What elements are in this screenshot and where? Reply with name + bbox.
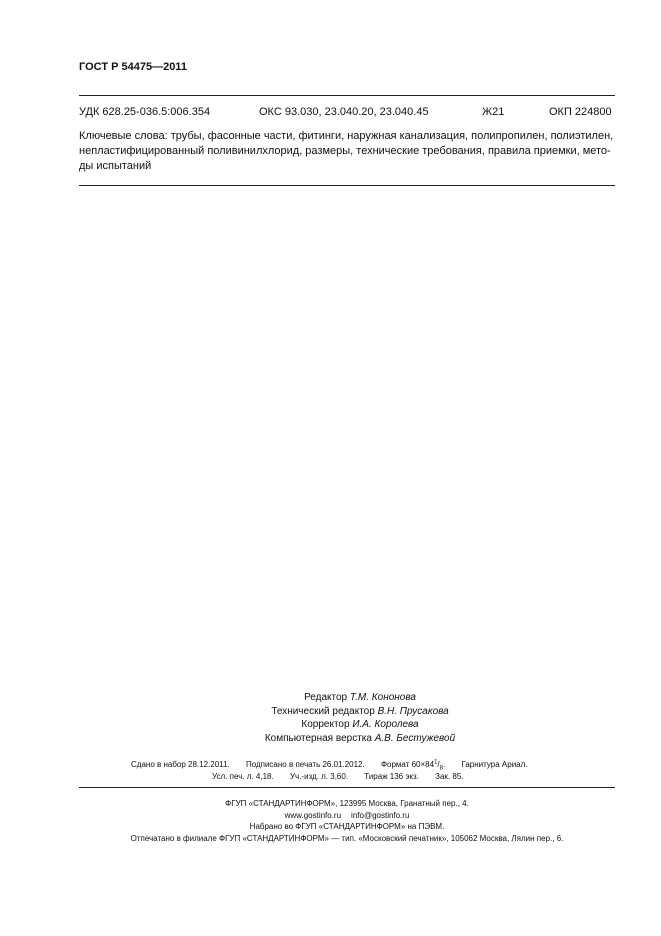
paper-format: Формат $60\times 84^1/_8$.: [380, 759, 446, 772]
format-prefix: Формат 60×84: [380, 759, 435, 769]
publisher-block: [79, 798, 615, 844]
publisher-address: ФГУП «СТАНДАРТИНФОРМ», 123995 Москва, Гранатный пер., 4.: [225, 799, 469, 808]
keywords-block: [79, 129, 617, 174]
gost-number: ГОСТ Р 54475—2011: [79, 61, 187, 73]
format-suffix: .: [442, 759, 446, 769]
printed-note: Отпечатано в филиале ФГУП «СТАНДАРТИНФОРМ» — тип. «Московский печатник», 105062 Москва, Лялин пер., 6.: [130, 833, 564, 843]
publisher-divider: [79, 787, 615, 788]
keywords-divider: [79, 185, 615, 186]
print-info-row: [212, 772, 478, 781]
sent-date: Сдано в набор 28.12.2011.: [131, 759, 230, 769]
zakaz: Зак. 85.: [435, 772, 464, 781]
credit-person: В.Н. Прусакова: [377, 705, 449, 717]
signed-date: Подписано в печать 26.01.2012.: [245, 759, 365, 769]
typeface: Гарнитура Ариал.: [461, 759, 528, 769]
usl-pech-l: Усл. печ. л. 4,18.: [212, 772, 274, 781]
format-numerator: 1: [434, 759, 438, 765]
credit-role: Технический редактор: [271, 705, 375, 717]
print-info-row: [131, 759, 542, 771]
credit-person: А.В. Бестужевой: [374, 732, 456, 744]
keywords-line: Ключевые слова: трубы, фасонные части, фитинги, наружная канализация, полипропилен, полиэтилен,: [79, 130, 614, 142]
tirazh: Тираж 136 экз.: [364, 772, 419, 781]
udk-code: УДК 628.25-036.5:006.354: [79, 106, 211, 118]
credit-layout: [160, 732, 560, 746]
publisher-contacts: [79, 810, 615, 822]
publisher-email-link[interactable]: info@gostinfo.ru: [351, 810, 410, 820]
credit-corrector: [160, 718, 560, 732]
top-divider: [79, 95, 615, 96]
uch-izd-l: Уч.-изд. л. 3,60.: [289, 772, 349, 781]
oks-code: ОКС 93.030, 23.040.20, 23.040.45: [259, 106, 429, 118]
zh-code: Ж21: [482, 106, 505, 118]
keywords-line: ды испытаний: [79, 160, 152, 172]
credit-person: Т.М. Кононова: [349, 692, 416, 703]
typeset-note: Набрано во ФГУП «СТАНДАРТИНФОРМ» на ПЭВМ.: [249, 822, 445, 831]
keywords-line: непластифицированный поливинилхлорид, размеры, технические требования, правила приемки, мето-: [79, 145, 611, 157]
publisher-web-link[interactable]: www.gostinfo.ru: [284, 810, 342, 820]
credit-person: И.А. Королева: [352, 719, 419, 730]
credit-role: Компьютерная верстка: [264, 732, 372, 744]
credit-editor: [160, 691, 560, 705]
credits-block: [160, 691, 560, 745]
format-denominator: 8: [439, 765, 443, 772]
credit-role: Редактор: [304, 692, 348, 703]
credit-role: Корректор: [301, 719, 350, 730]
credit-tech-editor: [160, 705, 560, 719]
okp-code: ОКП 224800: [549, 106, 612, 118]
